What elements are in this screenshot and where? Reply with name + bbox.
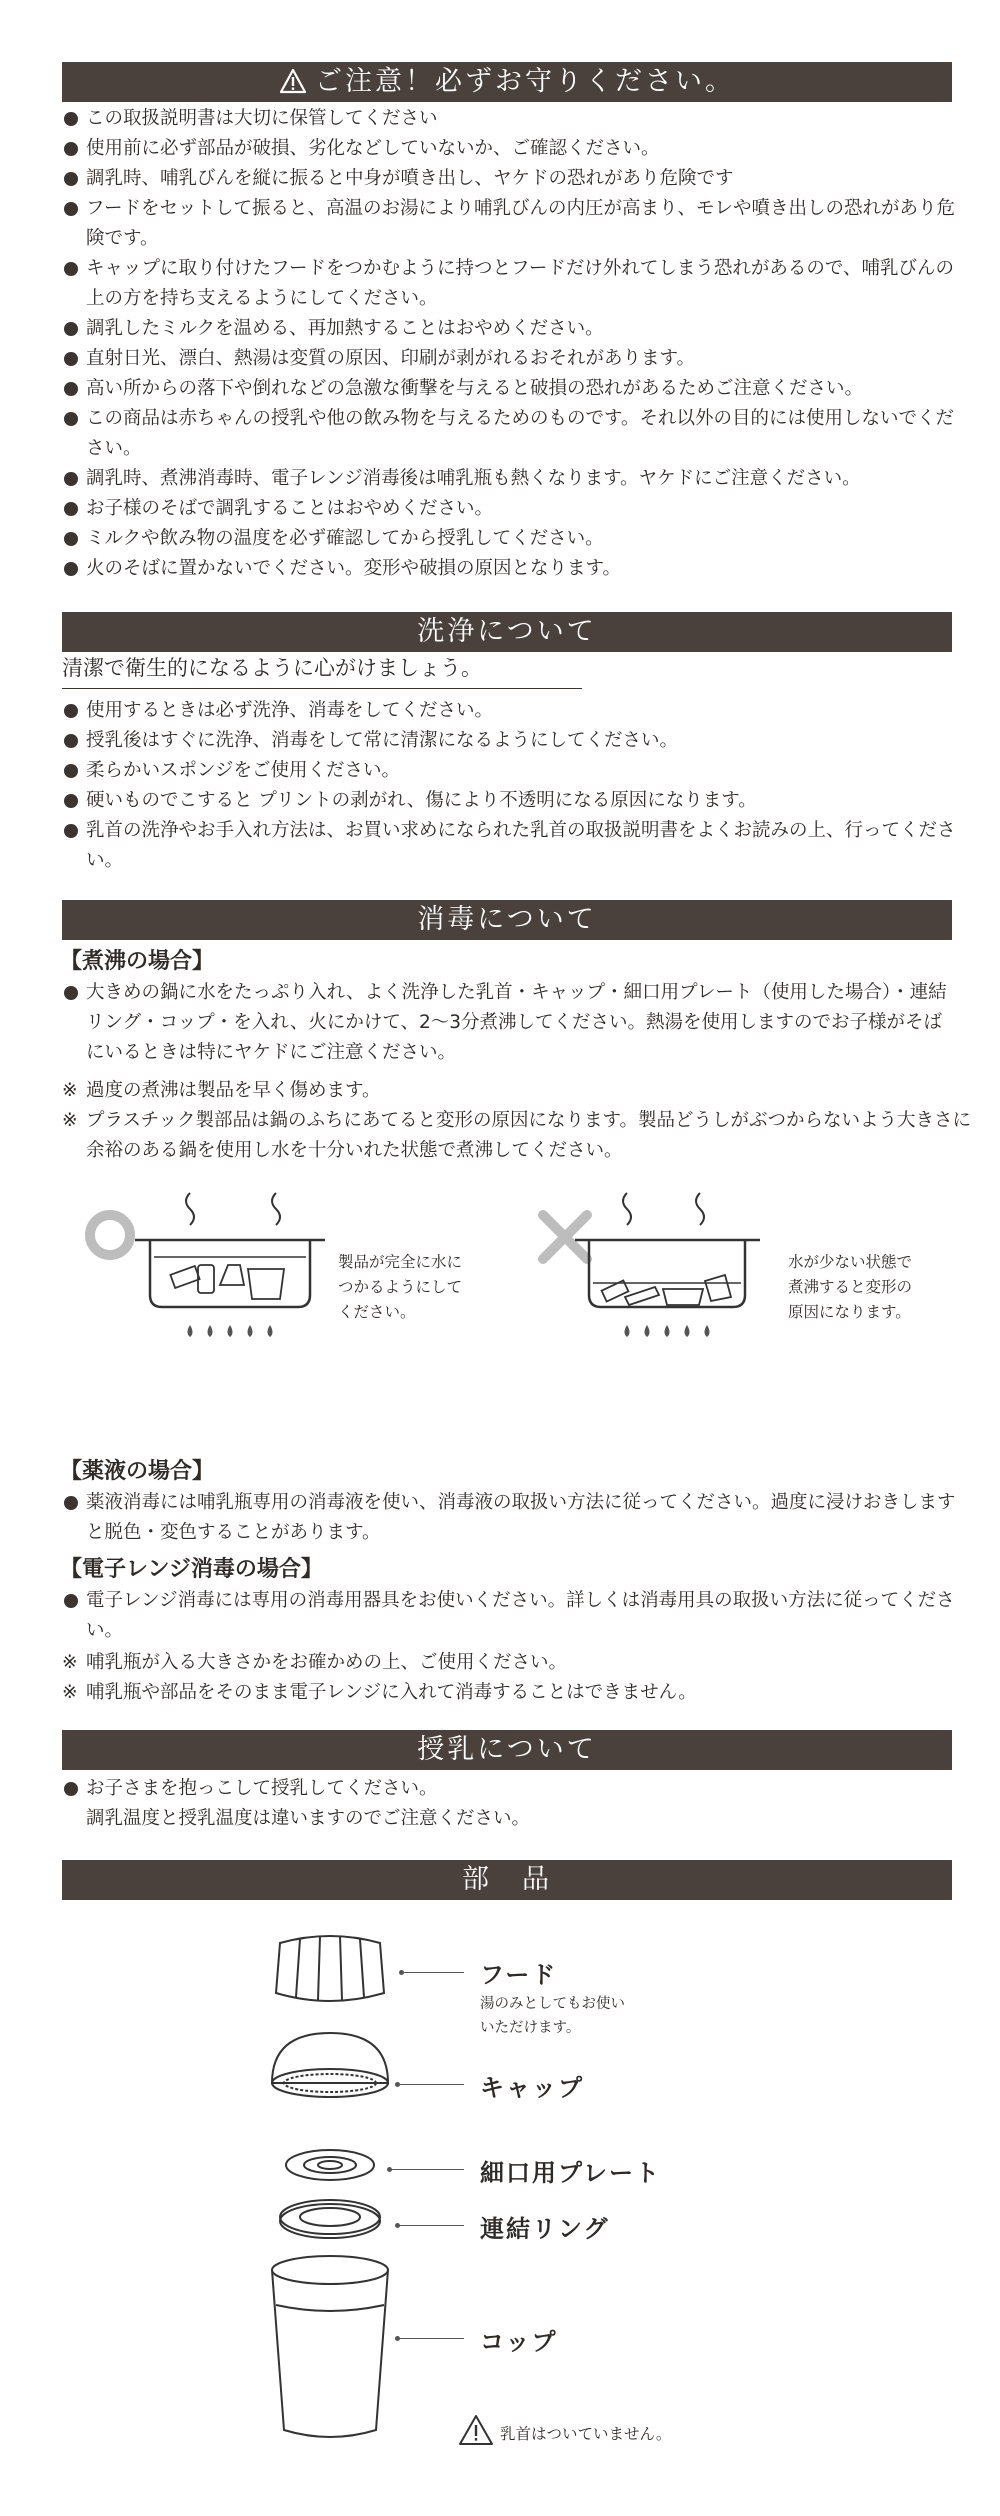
flame-icon	[625, 1325, 710, 1337]
list-item: 調乳したミルクを温める、再加熱することはおやめください。	[62, 314, 957, 344]
feeding-list	[62, 1774, 957, 1834]
caption-line: 煮沸すると変形の	[788, 1278, 913, 1296]
warning-icon	[458, 2414, 494, 2446]
items-icon	[170, 1265, 284, 1299]
circle-ok-icon	[90, 1215, 130, 1255]
caution-list	[62, 104, 957, 584]
list-item: 大きめの鍋に水をたっぷり入れ、よく洗浄した乳首・キャップ・細口用プレート（使用した場合）・連結リング・コップ・を入れ、火にかけて、2〜3分煮沸してください。熱湯を使用しますのでお子様がそばにいるときは特にヤケドにご注意ください。	[62, 978, 957, 1068]
caption-line: つかるようにして	[338, 1278, 463, 1296]
part-label-cap: キャップ	[480, 2074, 584, 2102]
cap-part-icon	[272, 2033, 388, 2097]
list-item: この商品は赤ちゃんの授乳や他の飲み物を与えるためのものです。それ以外の目的には使用しないでください。	[62, 404, 957, 464]
pot-icon	[575, 1240, 760, 1307]
washing-subtitle: 清潔で衛生的になるように心がけましょう。	[62, 656, 482, 680]
washing-list	[62, 696, 957, 876]
part-sub-line: いただけます。	[480, 2020, 581, 2036]
chemical-list	[62, 1488, 957, 1548]
list-item: お子様のそばで調乳することはおやめください。	[62, 494, 957, 524]
list-item: フードをセットして振ると、高温のお湯により哺乳びんの内圧が高まり、モレや噴き出しの恐れがあり危険です。	[62, 194, 957, 254]
leader-line	[398, 2225, 464, 2226]
list-item: 直射日光、漂白、熱湯は変質の原因、印刷が剥がれるおそれがあります。	[62, 344, 957, 374]
warning-icon	[279, 68, 307, 94]
note-text: プラスチック製部品は鍋のふちにあてると変形の原因になります。製品どうしがぶつからないよう大きさに余裕のある鍋を使用し水を十分いれた状態で煮沸してください。	[86, 1110, 972, 1161]
leader-line	[398, 2084, 464, 2085]
sterilize-title-band	[62, 900, 952, 940]
list-item: 調乳時、煮沸消毒時、電子レンジ消毒後は哺乳瓶も熱くなります。ヤケドにご注意ください。	[62, 464, 957, 494]
parts-title: 部 品	[462, 1864, 552, 1895]
chemical-heading: 【薬液の場合】	[60, 1459, 215, 1484]
list-item: 使用するときは必ず洗浄、消毒をしてください。	[62, 696, 957, 726]
note-text: 哺乳瓶が入る大きさかをお確かめの上、ご使用ください。	[86, 1652, 568, 1673]
part-sub-hood	[480, 1992, 625, 2040]
sterilize-title: 消毒について	[417, 904, 597, 935]
list-item: 柔らかいスポンジをご使用ください。	[62, 756, 957, 786]
feeding-title: 授乳について	[417, 1734, 597, 1765]
list-item: キャップに取り付けたフードをつかむように持つとフードだけ外れてしまう恐れがあるので、哺乳びんの上の方を持ち支えるようにしてください。	[62, 254, 957, 314]
microwave-note	[62, 1648, 981, 1678]
note-mark: ※	[62, 1110, 78, 1131]
list-item: 調乳温度と授乳温度は違いますのでご注意ください。	[86, 1808, 531, 1829]
list-item: お子さまを抱っこして授乳してください。	[62, 1774, 957, 1804]
bad-caption	[788, 1250, 912, 1325]
washing-title: 洗浄について	[417, 616, 597, 647]
part-label-hood: フード	[480, 1961, 558, 1989]
caution-title-band	[62, 62, 952, 102]
note-mark: ※	[62, 1652, 78, 1673]
microwave-heading: 【電子レンジ消毒の場合】	[60, 1557, 323, 1582]
list-item: 硬いものでこすると プリントの剥がれ、傷により不透明になる原因になります。	[62, 786, 957, 816]
flame-icon	[188, 1325, 273, 1337]
part-label-plate: 細口用プレート	[480, 2159, 662, 2187]
parts-title-band	[62, 1860, 952, 1900]
list-item: 乳首の洗浄やお手入れ方法は、お買い求めになられた乳首の取扱説明書をよくお読みの上、行ってください。	[62, 816, 957, 876]
plate-part-icon	[286, 2150, 374, 2180]
leader-line	[398, 2338, 464, 2339]
ring-part-icon	[280, 2200, 380, 2238]
microwave-note	[62, 1678, 981, 1708]
hood-part-icon	[276, 1936, 384, 2001]
caption-line: 水が少ない状態で	[788, 1253, 913, 1271]
feeding-title-band	[62, 1730, 952, 1770]
boiling-heading: 【煮沸の場合】	[60, 949, 215, 974]
note-text: 哺乳瓶や部品をそのまま電子レンジに入れて消毒することはできません。	[86, 1682, 697, 1703]
list-item: 電子レンジ消毒には専用の消毒用器具をお使いください。詳しくは消毒用具の取扱い方法に従ってください。	[62, 1586, 957, 1646]
cup-part-icon	[272, 2256, 388, 2437]
leader-line	[390, 2169, 464, 2170]
good-caption	[338, 1250, 462, 1325]
washing-title-band	[62, 612, 952, 652]
list-item: 火のそばに置かないでください。変形や破損の原因となります。	[62, 554, 957, 584]
parts-illustration	[250, 1925, 410, 2445]
items-icon	[602, 1275, 731, 1305]
list-item: この取扱説明書は大切に保管してください	[62, 104, 957, 134]
leader-line	[402, 1972, 464, 1973]
list-item: 授乳後はすぐに洗浄、消毒をして常に清潔になるようにしてください。	[62, 726, 957, 756]
note-mark: ※	[62, 1080, 78, 1101]
steam-icon	[623, 1193, 704, 1225]
part-label-ring: 連結リング	[480, 2215, 610, 2243]
caption-line: 製品が完全に水に	[338, 1253, 463, 1271]
caution-title: ご注意！必ずお守りください。	[315, 66, 735, 97]
part-label-cup: コップ	[480, 2328, 558, 2356]
list-item: 薬液消毒には哺乳瓶専用の消毒液を使い、消毒液の取扱い方法に従ってください。過度に浸けおきしますと脱色・変色することがあります。	[62, 1488, 957, 1548]
pot-icon	[135, 1240, 325, 1307]
list-item: 調乳時、哺乳びんを縦に振ると中身が噴き出し、ヤケドの恐れがあり危険です	[62, 164, 957, 194]
boiling-note	[62, 1106, 981, 1166]
cross-ng-icon	[543, 1215, 587, 1259]
caption-line: 原因になります。	[788, 1303, 911, 1321]
subtitle-underline	[62, 688, 582, 689]
boiling-list	[62, 978, 957, 1068]
boiling-bad-illustration	[535, 1185, 795, 1345]
note-text: 過度の煮沸は製品を早く傷めます。	[86, 1080, 381, 1101]
list-item: ミルクや飲み物の温度を必ず確認してから授乳してください。	[62, 524, 957, 554]
microwave-list	[62, 1586, 957, 1646]
parts-note: 乳首はついていません。	[500, 2425, 672, 2443]
list-item: 高い所からの落下や倒れなどの急激な衝撃を与えると破損の恐れがあるためご注意ください。	[62, 374, 957, 404]
steam-icon	[186, 1193, 280, 1225]
list-item: 使用前に必ず部品が破損、劣化などしていないか、ご確認ください。	[62, 134, 957, 164]
note-mark: ※	[62, 1682, 78, 1703]
boiling-good-illustration	[80, 1185, 360, 1345]
part-sub-line: 湯のみとしてもお使い	[480, 1996, 625, 2012]
boiling-note	[62, 1076, 981, 1106]
caption-line: ください。	[338, 1303, 416, 1321]
